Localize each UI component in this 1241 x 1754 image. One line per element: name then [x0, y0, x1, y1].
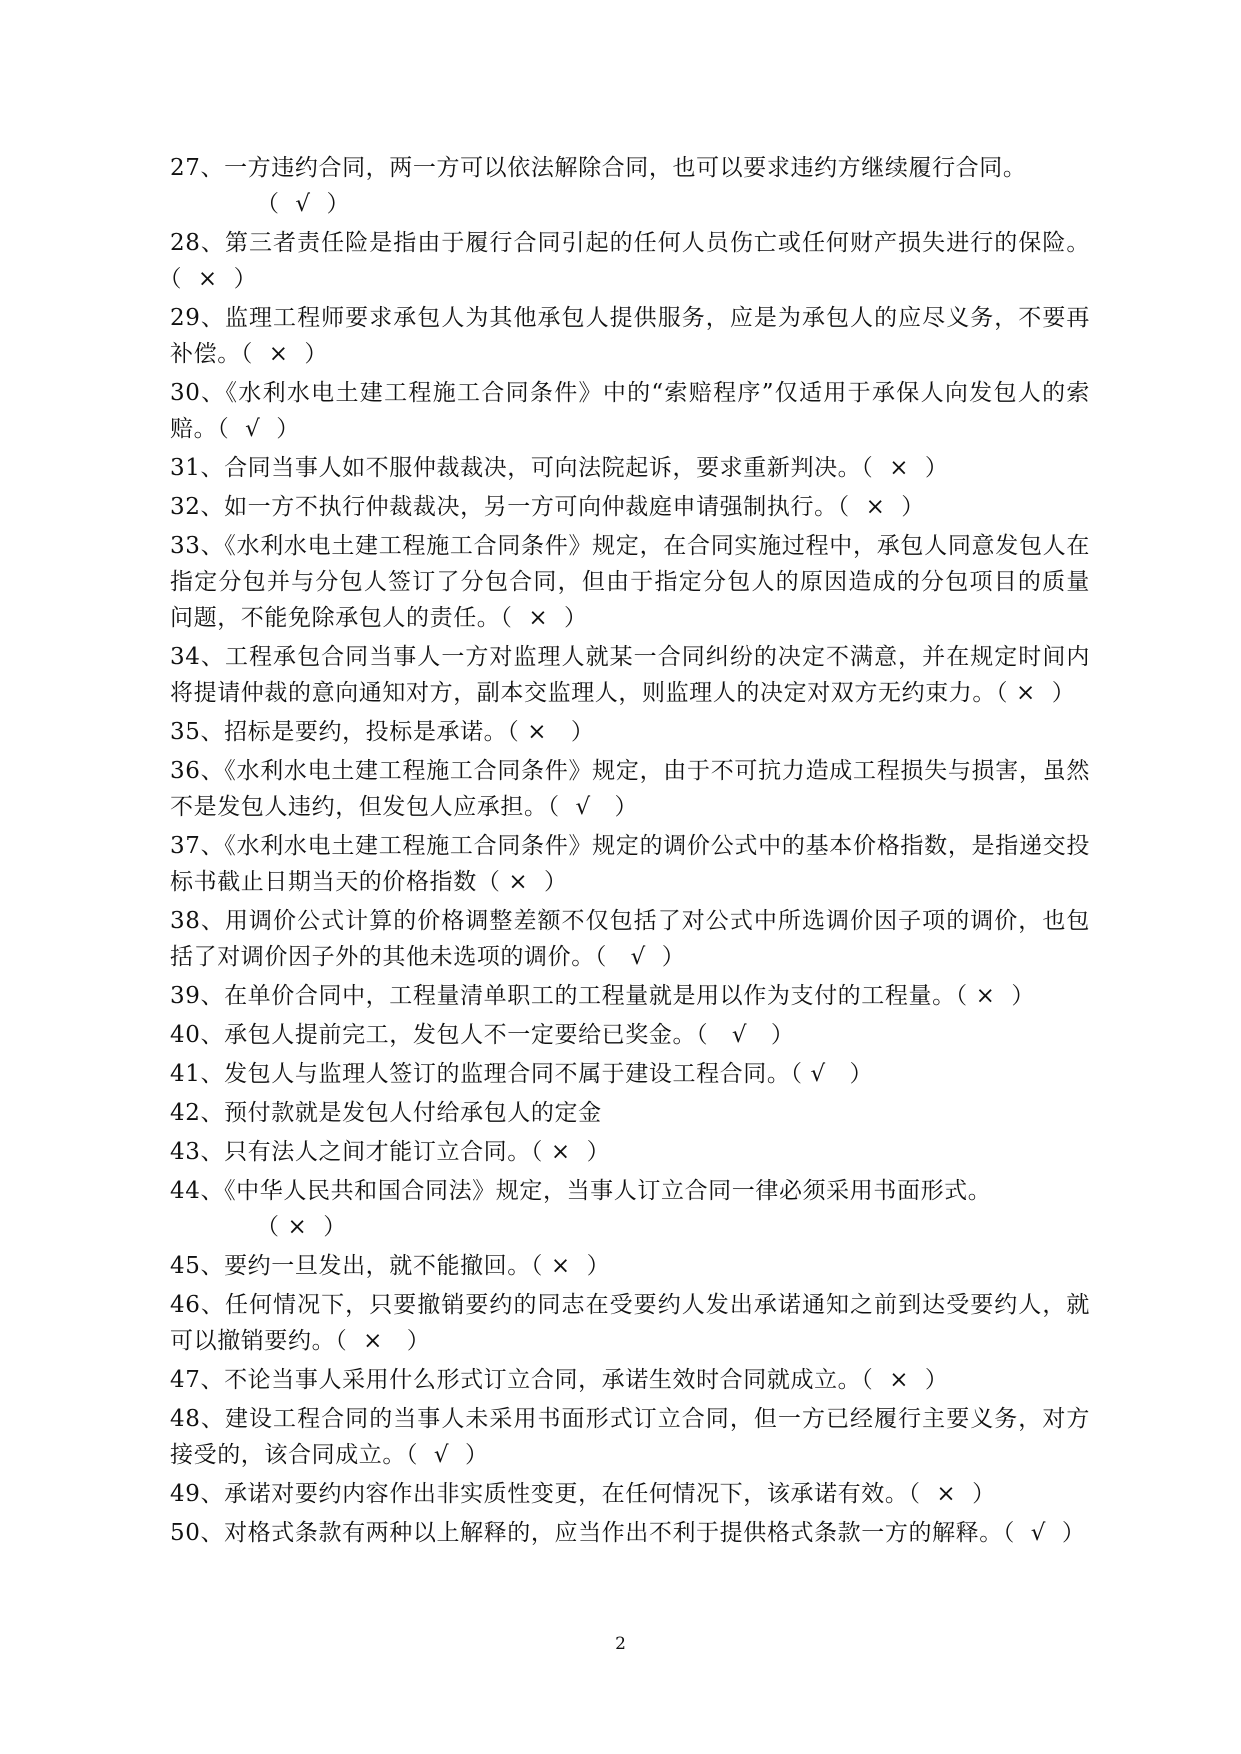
answer: （ √ ） — [256, 191, 351, 217]
question-36: 36、《水利水电土建工程施工合同条件》规定，由于不可抗力造成工程损失与损害，虽然不是发包人违约，但发包人应承担。（ √ ） — [170, 758, 1090, 820]
answer: （ × ） — [507, 719, 595, 745]
question-46: 46、任何情况下，只要撤销要约的同志在受要约人发出承诺通知之前到达受要约人，就可以撤销要约。（ × ） — [170, 1292, 1090, 1354]
question-34: 34、工程承包合同当事人一方对监理人就某一合同纠纷的决定不满意，并在规定时间内将提请仲裁的意向通知对方，副本交监理人，则监理人的决定对双方无约束力。（ × ） — [170, 644, 1090, 706]
question-42: 42、预付款就是发包人付给承包人的定金 — [170, 1100, 602, 1126]
answer: （ √ ） — [594, 944, 686, 970]
question-28: 28、第三者责任险是指由于履行合同引起的任何人员伤亡或任何财产损失进行的保险。（ × ） — [170, 230, 1090, 292]
question-45: 45、要约一旦发出，就不能撤回。（ × ） — [170, 1253, 611, 1279]
answer: （ √ ） — [696, 1022, 795, 1048]
question-47: 47、不论当事人采用什么形式订立合同，承诺生效时合同就成立。（ × ） — [170, 1367, 949, 1393]
answer: （ × ） — [955, 983, 1035, 1009]
question-50: 50、对格式条款有两种以上解释的，应当作出不利于提供格式条款一方的解释。（ √ ） — [170, 1520, 1086, 1546]
question-33: 33、《水利水电土建工程施工合同条件》规定，在合同实施过程中，承包人同意发包人在指定分包并与分包人签订了分包合同，但由于指定分包人的原因造成的分包项目的质量问题，不能免除承包人的责任。（ × ） — [170, 533, 1090, 631]
question-list — [170, 150, 1090, 1554]
answer: （ × ） — [530, 1139, 611, 1165]
question-30: 30、《水利水电土建工程施工合同条件》中的“索赔程序”仅适用于承保人向发包人的索赔。（ √ ） — [170, 380, 1090, 442]
answer: （ × ） — [861, 1367, 949, 1393]
question-49: 49、承诺对要约内容作出非实质性变更，在任何情况下，该承诺有效。（ × ） — [170, 1481, 996, 1507]
answer: （ × ） — [861, 455, 949, 481]
question-48: 48、建设工程合同的当事人未采用书面形式订立合同，但一方已经履行主要义务，对方接受的，该合同成立。（ √ ） — [170, 1406, 1090, 1468]
answer: （ × ） — [500, 605, 588, 631]
question-44: 44、《中华人民共和国合同法》规定，当事人订立合同一律必须采用书面形式。 （ × ） — [170, 1173, 1090, 1245]
question-40: 40、承包人提前完工，发包人不一定要给已奖金。（ √ ） — [170, 1022, 795, 1048]
answer: （ × ） — [908, 1481, 996, 1507]
answer: （ × ） — [996, 680, 1076, 706]
answer: （ × ） — [170, 266, 258, 292]
question-43: 43、只有法人之间才能订立合同。（ × ） — [170, 1139, 611, 1165]
page-number: 2 — [615, 1634, 626, 1654]
question-29: 29、监理工程师要求承包人为其他承包人提供服务，应是为承包人的应尽义务，不要再补偿。（ × ） — [170, 305, 1090, 367]
answer: （ √ ） — [217, 416, 300, 442]
question-27: 27、一方违约合同，两一方可以依法解除合同，也可以要求违约方继续履行合同。 （ √ ） — [170, 150, 1090, 222]
answer: （ × ） — [530, 1253, 611, 1279]
question-35: 35、招标是要约，投标是承诺。（ × ） — [170, 719, 595, 745]
answer: （ √ ） — [406, 1442, 489, 1468]
question-32: 32、如一方不执行仲裁裁决，另一方可向仲裁庭申请强制执行。（ × ） — [170, 494, 925, 520]
answer: （ √ ） — [547, 794, 639, 820]
question-39: 39、在单价合同中，工程量清单职工的工程量就是用以作为支付的工程量。（ × ） — [170, 983, 1035, 1009]
answer: （ √ ） — [790, 1061, 874, 1087]
question-37: 37、《水利水电土建工程施工合同条件》规定的调价公式中的基本价格指数，是指递交投标书截止日期当天的价格指数（ × ） — [170, 833, 1090, 895]
answer: （ × ） — [240, 341, 329, 367]
answer: （ × ） — [256, 1214, 347, 1240]
answer: （ × ） — [837, 494, 925, 520]
question-41: 41、发包人与监理人签订的监理合同不属于建设工程合同。（ √ ） — [170, 1061, 874, 1087]
answer: （ × ） — [476, 869, 568, 895]
question-38: 38、用调价公式计算的价格调整差额不仅包括了对公式中所选调价因子项的调价，也包括了对调价因子外的其他未选项的调价。（ √ ） — [170, 908, 1090, 970]
answer: （ × ） — [335, 1328, 431, 1354]
question-31: 31、合同当事人如不服仲裁裁决，可向法院起诉，要求重新判决。（ × ） — [170, 455, 949, 481]
answer: （ √ ） — [1002, 1520, 1086, 1546]
